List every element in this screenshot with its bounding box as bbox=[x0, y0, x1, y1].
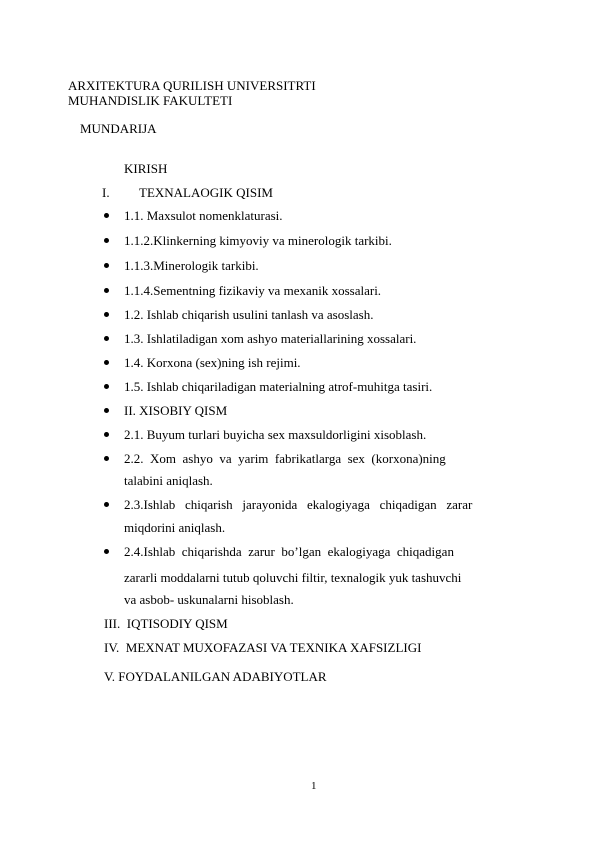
toc-item: 1.1.3.Minerologik tarkibi. bbox=[124, 258, 259, 273]
bullet-icon bbox=[104, 432, 109, 437]
bullet-icon bbox=[104, 408, 109, 413]
bullet-icon bbox=[104, 549, 109, 554]
toc-intro: KIRISH bbox=[124, 161, 168, 176]
bullet-icon bbox=[104, 502, 109, 507]
toc-item: 1.2. Ishlab chiqarish usulini tanlash va asoslash. bbox=[124, 307, 374, 322]
toc-item-2-4-line2: zararli moddalarni tutub qoluvchi filtir, texnalogik yuk tashuvchi bbox=[124, 570, 462, 585]
section-1-numeral: I. bbox=[102, 185, 110, 200]
toc-item: 1.5. Ishlab chiqariladigan materialning atrof-muhitga tasiri. bbox=[124, 379, 433, 394]
section-5-title: V. FOYDALANILGAN ADABIYOTLAR bbox=[104, 669, 327, 684]
toc-item: 1.1. Maxsulot nomenklaturasi. bbox=[124, 208, 283, 223]
toc-item: 1.1.4.Sementning fizikaviy va mexanik xossalari. bbox=[124, 283, 382, 298]
bullet-icon bbox=[104, 336, 109, 341]
bullet-icon bbox=[104, 263, 109, 268]
bullet-icon bbox=[104, 213, 109, 218]
section-3-title: III. IQTISODIY QISM bbox=[104, 616, 228, 631]
toc-item: 1.1.2.Klinkerning kimyoviy va minerologik tarkibi. bbox=[124, 233, 392, 248]
university-name: ARXITEKTURA QURILISH UNIVERSITRTI bbox=[68, 78, 316, 93]
bullet-icon bbox=[104, 312, 109, 317]
section-1-title: TEXNALAOGIK QISIM bbox=[139, 185, 273, 200]
bullet-icon bbox=[104, 456, 109, 461]
toc-item-2-2-line1: 2.2. Xom ashyo va yarim fabrikatlarga sex (korxona)ning bbox=[124, 451, 446, 466]
toc-item-2-4-line3: va asbob- uskunalarni hisoblash. bbox=[124, 592, 294, 607]
toc-item-2-3-line2: miqdorini aniqlash. bbox=[124, 520, 226, 535]
toc-item: 1.3. Ishlatiladigan xom ashyo materiallarining xossalari. bbox=[124, 331, 417, 346]
faculty-name: MUHANDISLIK FAKULTETI bbox=[68, 93, 233, 108]
toc-item-2-2-line2: talabini aniqlash. bbox=[124, 473, 213, 488]
section-4-title: IV. MEXNAT MUXOFAZASI VA TEXNIKA XAFSIZLIGI bbox=[104, 640, 422, 655]
toc-item: 2.1. Buyum turlari buyicha sex maxsuldorligini xisoblash. bbox=[124, 427, 427, 442]
bullet-icon bbox=[104, 360, 109, 365]
bullet-icon bbox=[104, 238, 109, 243]
toc-item-2-3-line1: 2.3.Ishlab chiqarish jarayonida ekalogiyaga chiqadigan zarar bbox=[124, 497, 473, 512]
bullet-icon bbox=[104, 288, 109, 293]
page-number: 1 bbox=[311, 780, 317, 792]
toc-title: MUNDARIJA bbox=[80, 121, 157, 136]
toc-item-2-4-line1: 2.4.Ishlab chiqarishda zarur bo’lgan ekalogiyaga chiqadigan bbox=[124, 544, 454, 559]
toc-item: II. XISOBIY QISM bbox=[124, 403, 228, 418]
bullet-icon bbox=[104, 384, 109, 389]
toc-item: 1.4. Korxona (sex)ning ish rejimi. bbox=[124, 355, 301, 370]
